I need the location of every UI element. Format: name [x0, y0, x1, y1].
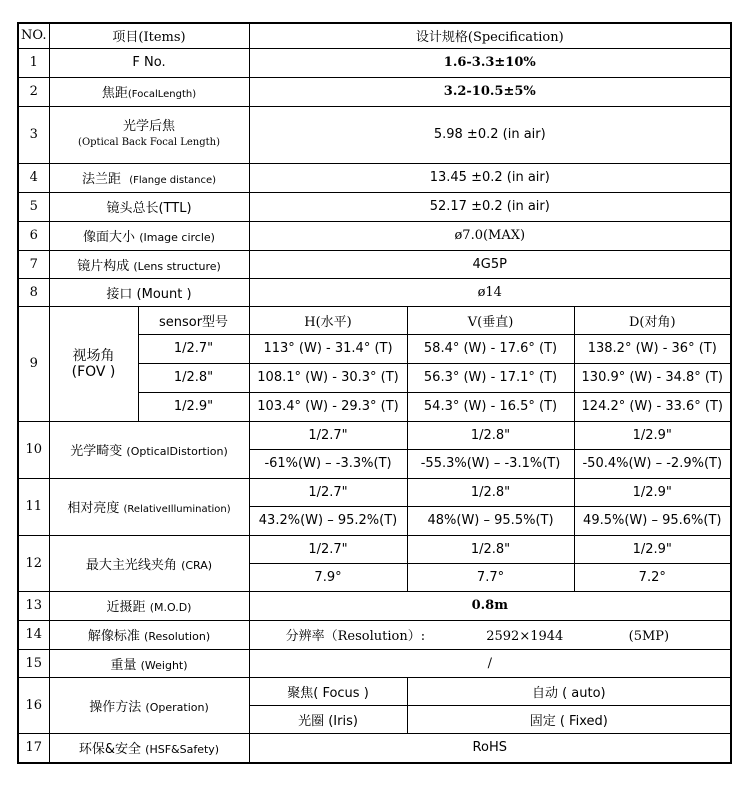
focus-value: 自动 ( auto) — [407, 677, 731, 705]
item-label-cn: 相对亮度 — [67, 501, 120, 516]
row-number: 6 — [18, 221, 49, 250]
sensor-size: 1/2.9" — [574, 478, 731, 506]
row-number: 5 — [18, 192, 49, 221]
row-number: 11 — [18, 478, 49, 535]
item-label-en: (Optical Back Focal Length) — [78, 136, 220, 148]
item-label — [49, 535, 249, 591]
sensor-size: 1/2.7" — [249, 535, 407, 563]
spec-value: 0.8m — [249, 591, 731, 620]
row-number: 7 — [18, 250, 49, 278]
item-label-cn: 解像标准 — [87, 629, 140, 644]
item-label — [49, 677, 249, 733]
row-mod — [18, 591, 731, 620]
iris-label: 光圈 (Iris) — [249, 705, 407, 733]
row-number: 12 — [18, 535, 49, 591]
row-lens-structure — [18, 250, 731, 278]
fov-d-value: 138.2° (W) - 36° (T) — [574, 334, 731, 363]
item-label — [49, 221, 249, 250]
iris-value: 固定 ( Fixed) — [407, 705, 731, 733]
item-label-cn: 视场角 — [72, 347, 115, 364]
header-no: NO. — [18, 23, 49, 48]
fov-sensor: 1/2.8" — [138, 363, 249, 392]
item-label-en: (FOV ) — [71, 363, 116, 380]
item-label — [49, 649, 249, 677]
resolution-label: 分辨率（Resolution）: — [285, 629, 426, 644]
sensor-size: 1/2.9" — [574, 421, 731, 449]
row-number: 1 — [18, 48, 49, 77]
row-flange-distance — [18, 163, 731, 192]
sensor-size: 1/2.8" — [407, 478, 574, 506]
cra-value: 7.7° — [407, 563, 574, 591]
sensor-size: 1/2.8" — [407, 535, 574, 563]
item-label: F No. — [49, 48, 249, 77]
cra-value: 7.2° — [574, 563, 731, 591]
item-label-en: (Flange distance) — [129, 175, 217, 186]
item-label-en: (Lens structure) — [133, 259, 221, 273]
item-label-en: (HSF&Safety) — [145, 743, 220, 757]
item-label-cn: 重量 — [110, 657, 137, 673]
item-label — [49, 306, 138, 421]
spec-value — [249, 620, 731, 649]
distortion-value: -61%(W) – -3.3%(T) — [249, 449, 407, 478]
row-number: 4 — [18, 163, 49, 192]
row-resolution — [18, 620, 731, 649]
row-number: 13 — [18, 591, 49, 620]
item-label-cn: 像面大小 — [83, 230, 136, 245]
row-relative-illumination — [18, 478, 731, 506]
item-label — [49, 421, 249, 478]
item-label — [49, 591, 249, 620]
fov-h-value: 108.1° (W) - 30.3° (T) — [249, 363, 407, 392]
item-label-en: (M.O.D) — [149, 601, 192, 614]
illumination-value: 43.2%(W) – 95.2%(T) — [249, 506, 407, 535]
fov-d-value: 130.9° (W) - 34.8° (T) — [574, 363, 731, 392]
sensor-size: 1/2.7" — [249, 478, 407, 506]
row-number: 17 — [18, 733, 49, 763]
item-label-en: (CRA) — [181, 558, 213, 572]
item-label — [49, 733, 249, 763]
item-label-cn: 法兰距 — [81, 172, 121, 187]
item-label — [49, 620, 249, 649]
fov-sensor: 1/2.7" — [138, 334, 249, 363]
spec-value: / — [249, 649, 731, 677]
item-label — [49, 77, 249, 106]
item-label-cn: 光学畸变 — [70, 444, 123, 459]
spec-value: 3.2-10.5±5% — [249, 77, 731, 106]
item-label-cn: 焦距 — [101, 86, 128, 101]
spec-value: ø14 — [249, 278, 731, 306]
item-label-en: (Image circle) — [139, 231, 215, 244]
row-hsf-safety — [18, 733, 731, 763]
fov-v-value: 58.4° (W) - 17.6° (T) — [407, 334, 574, 363]
item-label-cn: 操作方法 — [89, 699, 142, 715]
resolution-mp: (5MP) — [628, 629, 670, 644]
item-label — [49, 106, 249, 163]
fov-col-h: H(水平) — [249, 306, 407, 334]
row-fov-header — [18, 306, 731, 334]
row-ttl — [18, 192, 731, 221]
item-label — [49, 250, 249, 278]
row-number: 16 — [18, 677, 49, 733]
row-number: 9 — [18, 306, 49, 421]
item-label-cn: 环保&安全 — [78, 742, 142, 758]
item-label — [49, 478, 249, 535]
row-operation-focus — [18, 677, 731, 705]
distortion-value: -50.4%(W) – -2.9%(T) — [574, 449, 731, 478]
row-image-circle — [18, 221, 731, 250]
fov-col-d: D(对角) — [574, 306, 731, 334]
row-number: 10 — [18, 421, 49, 478]
row-number: 8 — [18, 278, 49, 306]
fov-h-value: 103.4° (W) - 29.3° (T) — [249, 392, 407, 421]
header-items: 项目(Items) — [49, 23, 249, 48]
item-label-en: (Resolution) — [144, 630, 211, 643]
sensor-size: 1/2.8" — [407, 421, 574, 449]
distortion-value: -55.3%(W) – -3.1%(T) — [407, 449, 574, 478]
row-f-no — [18, 48, 731, 77]
row-number: 15 — [18, 649, 49, 677]
header-row — [18, 23, 731, 48]
row-focal-length — [18, 77, 731, 106]
fov-sensor: 1/2.9" — [138, 392, 249, 421]
spec-value: RoHS — [249, 733, 731, 763]
row-mount — [18, 278, 731, 306]
header-spec: 设计规格(Specification) — [249, 23, 731, 48]
sensor-size: 1/2.7" — [249, 421, 407, 449]
fov-col-v: V(垂直) — [407, 306, 574, 334]
row-number: 14 — [18, 620, 49, 649]
item-label-en: (Weight) — [140, 658, 188, 672]
focus-label: 聚焦( Focus ) — [249, 677, 407, 705]
spec-value: 4G5P — [249, 250, 731, 278]
row-distortion — [18, 421, 731, 449]
row-back-focal-length — [18, 106, 731, 163]
item-label-cn: 镜片构成 — [77, 258, 130, 274]
illumination-value: 49.5%(W) – 95.6%(T) — [574, 506, 731, 535]
row-number: 2 — [18, 77, 49, 106]
resolution-pixels: 2592×1944 — [486, 629, 564, 644]
item-label: 接口 (Mount ) — [49, 278, 249, 306]
illumination-value: 48%(W) – 95.5%(T) — [407, 506, 574, 535]
item-label-cn: 近摄距 — [106, 600, 146, 615]
sensor-label: sensor型号 — [138, 306, 249, 334]
item-label-en: (OpticalDistortion) — [126, 445, 228, 458]
item-label-en: (FocalLength) — [127, 89, 197, 100]
spec-value: 1.6-3.3±10% — [249, 48, 731, 77]
fov-h-value: 113° (W) - 31.4° (T) — [249, 334, 407, 363]
spec-value: 52.17 ±0.2 (in air) — [249, 192, 731, 221]
cra-value: 7.9° — [249, 563, 407, 591]
row-cra — [18, 535, 731, 563]
item-label-cn: 最大主光线夹角 — [85, 557, 177, 573]
row-number: 3 — [18, 106, 49, 163]
fov-v-value: 56.3° (W) - 17.1° (T) — [407, 363, 574, 392]
fov-v-value: 54.3° (W) - 16.5° (T) — [407, 392, 574, 421]
spec-value: ø7.0(MAX) — [249, 221, 731, 250]
item-label-cn: 光学后焦 — [123, 118, 176, 134]
item-label-en: (Operation) — [145, 700, 209, 714]
item-label — [49, 163, 249, 192]
sensor-size: 1/2.9" — [574, 535, 731, 563]
spec-value: 13.45 ±0.2 (in air) — [249, 163, 731, 192]
item-label: 镜头总长(TTL) — [49, 192, 249, 221]
item-label-en: (RelativeIllumination) — [123, 504, 231, 515]
row-weight — [18, 649, 731, 677]
spec-table — [17, 22, 732, 764]
spec-value: 5.98 ±0.2 (in air) — [249, 106, 731, 163]
fov-d-value: 124.2° (W) - 33.6° (T) — [574, 392, 731, 421]
